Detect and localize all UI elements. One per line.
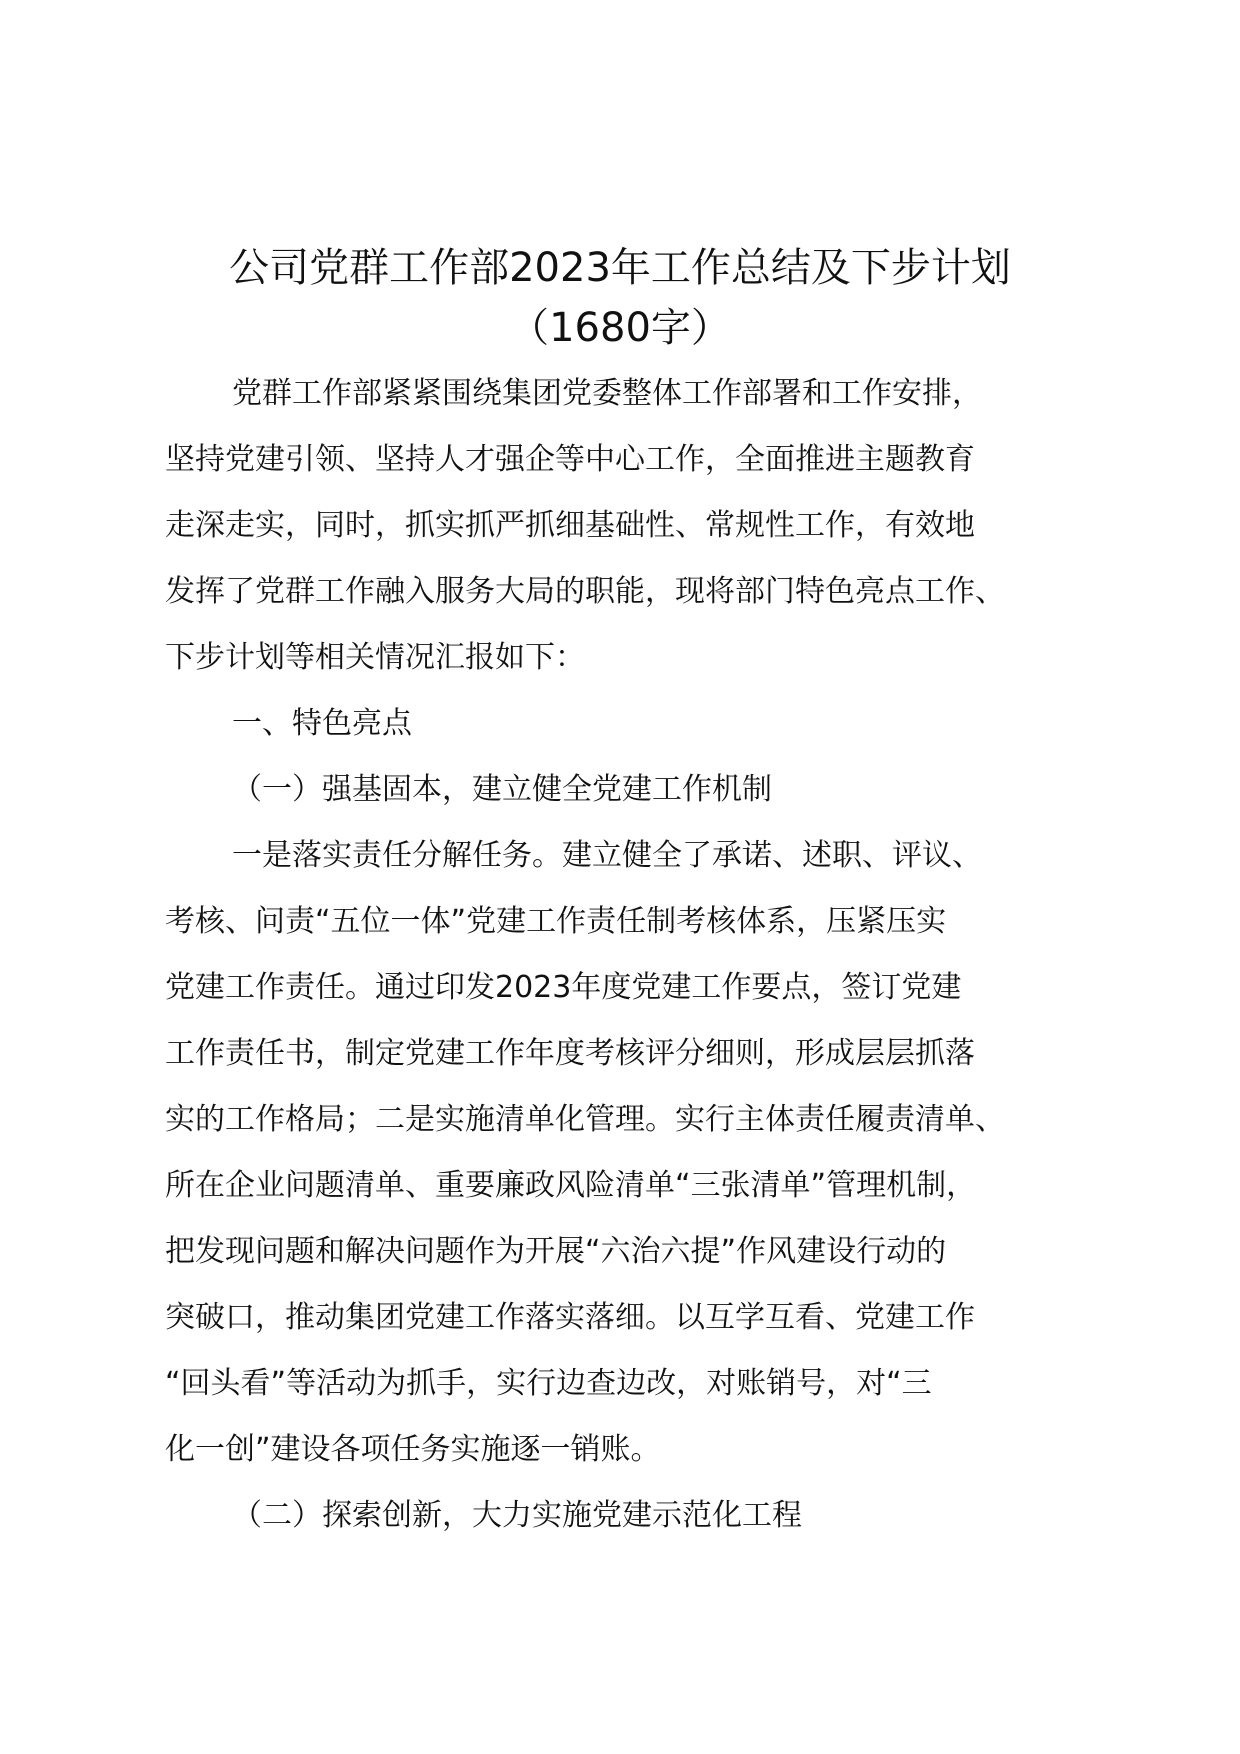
paragraph-line: 党建工作责任。通过印发2023年度党建工作要点，签订党建 <box>165 970 962 1005</box>
paragraph-line: 实的工作格局；二是实施清单化管理。实行主体责任履责清单、 <box>165 1102 1005 1137</box>
paragraph-line: “回头看”等活动为抓手，实行边查边改，对账销号，对“三 <box>165 1366 932 1401</box>
document-title: 公司党群工作部2023年工作总结及下步计划 <box>229 245 1011 291</box>
paragraph-line: 坚持党建引领、坚持人才强企等中心工作，全面推进主题教育 <box>165 442 975 477</box>
document-title-wordcount: （1680字） <box>509 305 731 351</box>
paragraph-line: 突破口，推动集团党建工作落实落细。以互学互看、党建工作 <box>165 1300 975 1335</box>
paragraph-line: 把发现问题和解决问题作为开展“六治六提”作风建设行动的 <box>165 1234 947 1269</box>
paragraph-line: 走深走实，同时，抓实抓严抓细基础性、常规性工作，有效地 <box>165 508 975 543</box>
paragraph-line: 发挥了党群工作融入服务大局的职能，现将部门特色亮点工作、 <box>165 574 1005 609</box>
paragraph-line: 考核、问责“五位一体”党建工作责任制考核体系，压紧压实 <box>165 904 947 939</box>
section-heading: 一、特色亮点 <box>232 706 412 741</box>
subsection-heading: （二）探索创新，大力实施党建示范化工程 <box>232 1498 802 1533</box>
paragraph-line: 党群工作部紧紧围绕集团党委整体工作部署和工作安排， <box>232 376 982 411</box>
paragraph-line: 工作责任书，制定党建工作年度考核评分细则，形成层层抓落 <box>165 1036 975 1071</box>
subsection-heading: （一）强基固本，建立健全党建工作机制 <box>232 772 772 807</box>
paragraph-line: 下步计划等相关情况汇报如下： <box>165 640 585 675</box>
paragraph-line: 一是落实责任分解任务。建立健全了承诺、述职、评议、 <box>232 838 982 873</box>
paragraph-line: 化一创”建设各项任务实施逐一销账。 <box>165 1432 661 1467</box>
paragraph-line: 所在企业问题清单、重要廉政风险清单“三张清单”管理机制， <box>165 1168 977 1203</box>
